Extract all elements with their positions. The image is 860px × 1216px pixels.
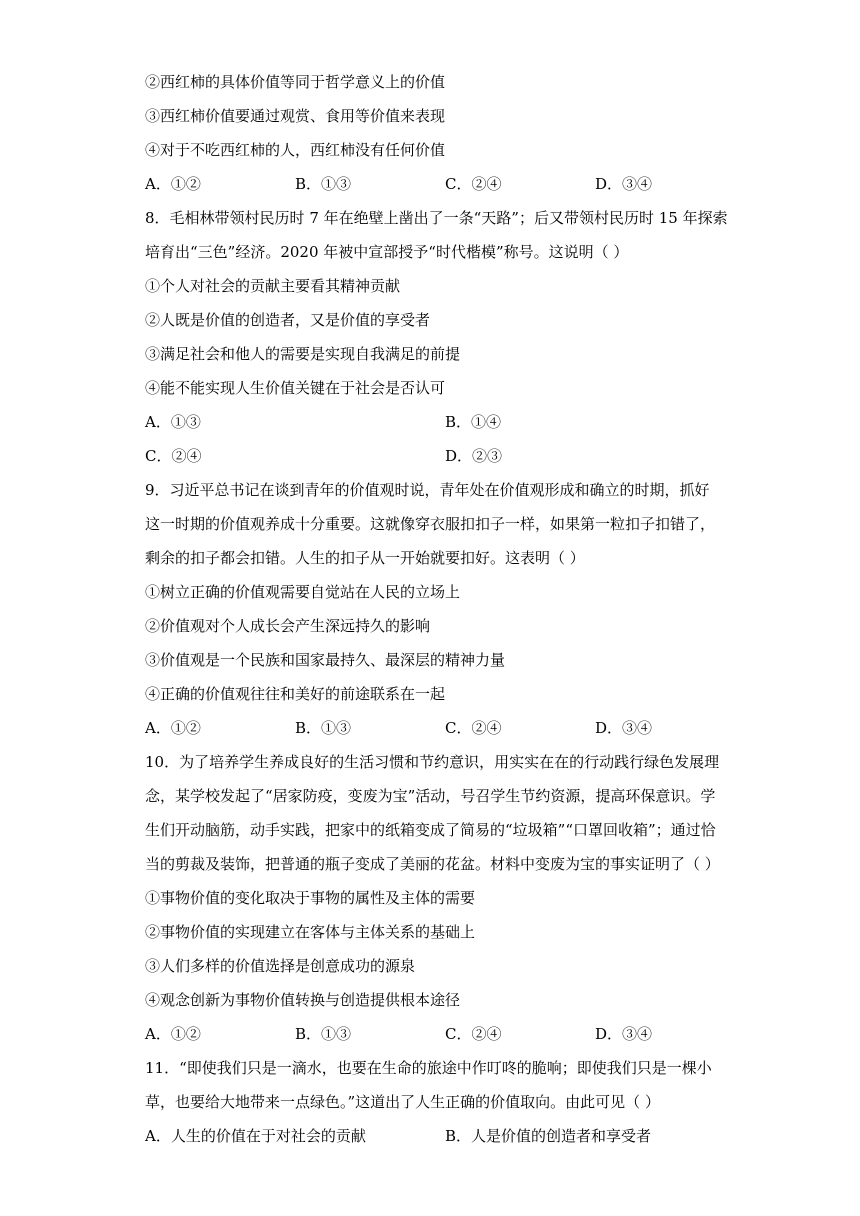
q8-option-a: A．①③	[145, 413, 201, 431]
q10-stem-line-2: 念，某学校发起了“居家防疫，变废为宝”活动，号召学生节约资源，提高环保意识。学	[145, 787, 716, 805]
q10-item-3: ③人们多样的价值选择是创意成功的源泉	[145, 957, 416, 975]
q8-item-4: ④能不能实现人生价值关键在于社会是否认可	[145, 379, 446, 397]
q7-option-b: B．①③	[295, 175, 352, 193]
q10-item-4: ④观念创新为事物价值转换与创造提供根本途径	[145, 991, 461, 1009]
q9-option-b: B．①③	[295, 719, 352, 737]
q10-option-c: C．②④	[445, 1025, 502, 1043]
q9-stem-line-3: 剩余的扣子都会扣错。人生的扣子从一开始就要扣好。这表明（ ）	[145, 549, 585, 567]
q8-option-c: C．②④	[145, 447, 202, 465]
q9-stem-line-1: 9．习近平总书记在谈到青年的价值观时说，青年处在价值观形成和确立的时期，抓好	[145, 481, 710, 499]
q9-option-d: D．③④	[595, 719, 653, 737]
q11-stem-line-1: 11．“即使我们只是一滴水，也要在生命的旅途中作叮咚的脆响；即使我们只是一棵小	[145, 1059, 712, 1077]
q8-stem-line-2: 培育出“三色”经济。2020 年被中宣部授予“时代楷模”称号。这说明（ ）	[145, 243, 629, 261]
q7-item-2: ②西红柿的具体价值等同于哲学意义上的价值	[145, 73, 446, 91]
q10-item-1: ①事物价值的变化取决于事物的属性及主体的需要	[145, 889, 476, 907]
q7-item-3: ③西红柿价值要通过观赏、食用等价值来表现	[145, 107, 446, 125]
q10-option-d: D．③④	[595, 1025, 653, 1043]
q10-stem-line-1: 10．为了培养学生养成良好的生活习惯和节约意识，用实实在在的行动践行绿色发展理	[145, 753, 720, 771]
q10-stem-line-3: 生们开动脑筋，动手实践，把家中的纸箱变成了简易的“垃圾箱”“口罩回收箱”；通过恰	[145, 821, 716, 839]
q9-option-c: C．②④	[445, 719, 502, 737]
q10-stem-line-4: 当的剪裁及装饰，把普通的瓶子变成了美丽的花盆。材料中变废为宝的事实证明了（ ）	[145, 855, 720, 873]
q10-option-b: B．①③	[295, 1025, 352, 1043]
q11-option-a: A．人生的价值在于对社会的贡献	[145, 1127, 366, 1145]
q9-item-2: ②价值观对个人成长会产生深远持久的影响	[145, 617, 431, 635]
q9-stem-line-2: 这一时期的价值观养成十分重要。这就像穿衣服扣扣子一样，如果第一粒扣子扣错了，	[145, 515, 716, 533]
q8-item-1: ①个人对社会的贡献主要看其精神贡献	[145, 277, 401, 295]
q7-option-d: D．③④	[595, 175, 653, 193]
q10-item-2: ②事物价值的实现建立在客体与主体关系的基础上	[145, 923, 476, 941]
q8-item-3: ③满足社会和他人的需要是实现自我满足的前提	[145, 345, 461, 363]
q10-option-a: A．①②	[145, 1025, 201, 1043]
q8-option-b: B．①④	[445, 413, 502, 431]
q7-option-a: A．①②	[145, 175, 201, 193]
q8-stem-line-1: 8．毛相林带领村民历时 7 年在绝壁上凿出了一条“天路”；后又带领村民历时 15 年探索	[145, 209, 728, 227]
q8-option-d: D．②③	[445, 447, 503, 465]
q7-option-c: C．②④	[445, 175, 502, 193]
q9-item-3: ③价值观是一个民族和国家最持久、最深层的精神力量	[145, 651, 506, 669]
q11-stem-line-2: 草，也要给大地带来一点绿色。”这道出了人生正确的价值取向。由此可见（ ）	[145, 1093, 660, 1111]
q9-item-1: ①树立正确的价值观需要自觉站在人民的立场上	[145, 583, 461, 601]
q11-option-b: B．人是价值的创造者和享受者	[445, 1127, 652, 1145]
q7-item-4: ④对于不吃西红柿的人，西红柿没有任何价值	[145, 141, 446, 159]
q8-item-2: ②人既是价值的创造者，又是价值的享受者	[145, 311, 431, 329]
q9-option-a: A．①②	[145, 719, 201, 737]
q9-item-4: ④正确的价值观往往和美好的前途联系在一起	[145, 685, 446, 703]
